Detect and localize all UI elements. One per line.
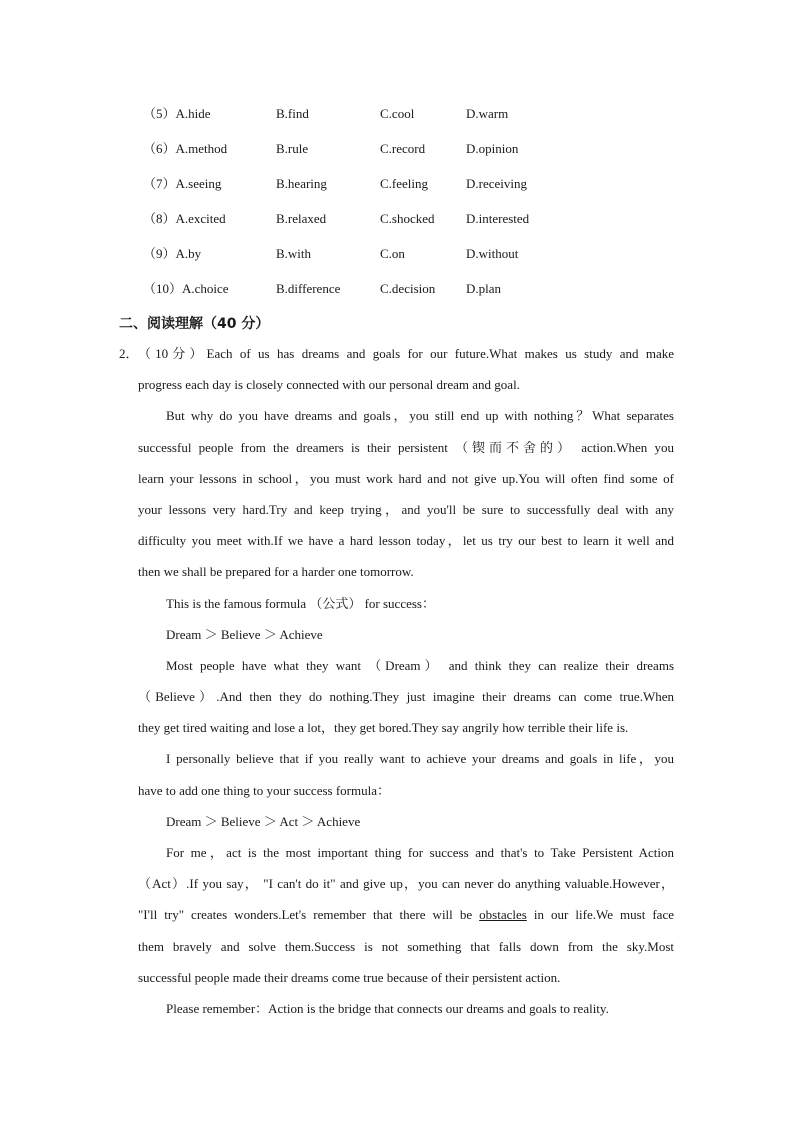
question-7-option-a: （7）A.seeing (143, 176, 222, 191)
passage-line: （Believe）.And then they do nothing.They just imagine their dreams can come true.When (138, 689, 674, 705)
section-title: 二、阅读理解（40 分） (119, 316, 270, 332)
formula-intro: This is the famous formula （公式） for success： (166, 595, 435, 611)
question-7-option-c: C.feeling (380, 176, 429, 191)
passage-line: For me，act is the most important thing for success and that's to Take Persistent Action (166, 845, 674, 860)
question-10-option-d: D.plan (466, 281, 502, 296)
question-7-option-d: D.receiving (466, 176, 528, 191)
question-9-option-d: D.without (466, 246, 519, 261)
passage-text: in our life.We must face (526, 907, 674, 923)
passage-text: "I'll try" creates wonders.Let's remember that there will be (138, 907, 480, 923)
question-5-option-d: D.warm (466, 106, 509, 121)
passage-line: they get tired waiting and lose a lot，they get bored.They say angrily how terrible their life is. (138, 720, 629, 736)
passage-line: successful people from the dreamers is their persistent （锲而不舍的） action.When you (138, 439, 674, 455)
question-10-option-b: B.difference (276, 281, 341, 296)
underlined-word: obstacles (479, 907, 527, 923)
passage-line: successful people made their dreams come true because of their persistent action. (138, 969, 561, 985)
question-5-option-c: C.cool (380, 106, 415, 121)
passage-line (138, 904, 674, 935)
question-10-option-a: （10）A.choice (143, 281, 229, 296)
question-6-option-a: （6）A.method (143, 141, 228, 156)
passage-line: progress each day is closely connected with our personal dream and goal. (138, 377, 520, 393)
passage-line: them bravely and solve them.Success is not something that falls down from the sky.Most (138, 938, 674, 954)
passage-line: （Act）.If you say， "I can't do it" and give up，you can never do anything valuable.However， (138, 876, 674, 892)
question-5-option-a: （5）A.hide (143, 106, 211, 121)
question-7-option-b: B.hearing (276, 176, 327, 191)
question-8-option-a: （8）A.excited (143, 211, 226, 226)
passage-line: difficulty you meet with.If we have a hard lesson today，let us try our best to learn it well and (138, 533, 674, 549)
passage-line (119, 343, 674, 374)
question-8-option-c: C.shocked (380, 211, 435, 226)
question-9-option-a: （9）A.by (143, 246, 202, 261)
question-9-option-b: B.with (276, 246, 312, 261)
formula-original: Dream ＞ Believe ＞ Achieve (166, 626, 323, 642)
passage-line: learn your lessons in school，you must work hard and not give up.You will often find some of (138, 470, 674, 486)
question-8-option-b: B.relaxed (276, 211, 327, 226)
question-10-option-c: C.decision (380, 281, 436, 296)
reading-passage (119, 343, 674, 1029)
question-9-option-c: C.on (380, 246, 405, 261)
formula-extended: Dream ＞ Believe ＞ Act ＞ Achieve (166, 813, 361, 829)
passage-line: then we shall be prepared for a harder one tomorrow. (138, 564, 414, 580)
question-5-option-b: B.find (276, 106, 309, 121)
passage-line: I personally believe that if you really want to achieve your dreams and goals in life，you (166, 751, 674, 767)
passage-closing: Please remember：Action is the bridge that connects our dreams and goals to reality. (166, 1000, 609, 1016)
passage-line: your lessons very hard.Try and keep trying，and you'll be sure to successfully deal with any (138, 501, 674, 517)
passage-line: Most people have what they want （Dream） and think they can realize their dreams (166, 657, 674, 673)
passage-text: （10分）Each of us has dreams and goals for our future.What makes us study and make (138, 346, 674, 361)
question-number: 2． (119, 346, 139, 361)
question-8-option-d: D.interested (466, 211, 530, 226)
question-6-option-c: C.record (380, 141, 426, 156)
passage-line: have to add one thing to your success formula： (138, 782, 390, 798)
question-6-option-d: D.opinion (466, 141, 519, 156)
question-6-option-b: B.rule (276, 141, 309, 156)
passage-line: But why do you have dreams and goals，you still end up with nothing？What separates (166, 408, 674, 424)
